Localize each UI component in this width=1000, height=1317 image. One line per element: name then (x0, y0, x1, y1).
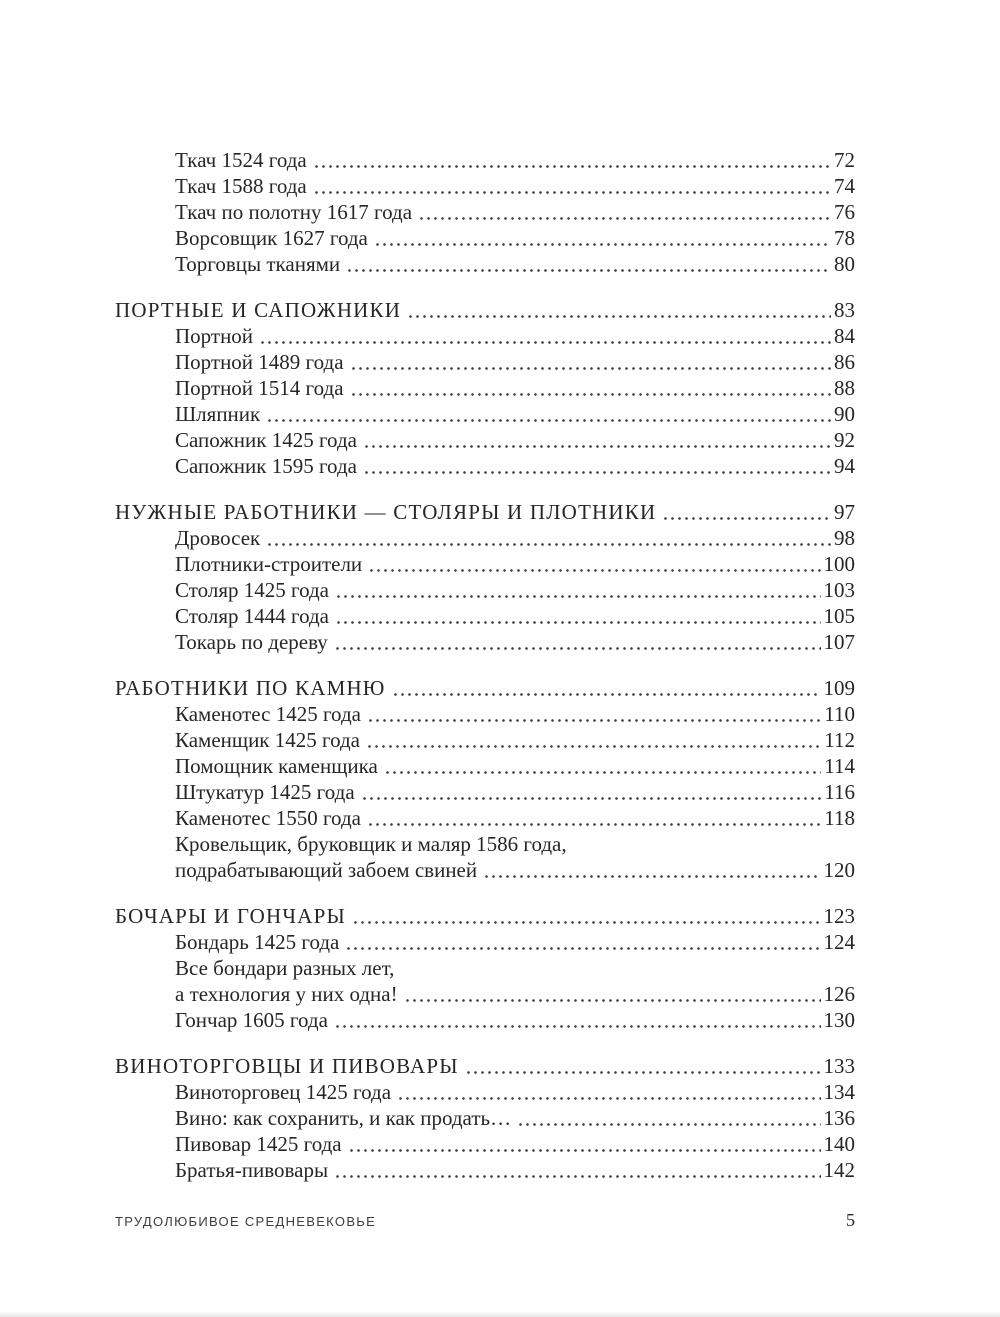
toc-section-page: 109 (823, 676, 855, 700)
dot-leader (334, 646, 821, 651)
toc-entry-page: 107 (823, 630, 855, 654)
toc-entry-title: Сапожник 1595 года (175, 454, 357, 478)
toc-entry-title: Дровосек (175, 526, 261, 550)
toc-entry-title: Виноторговец 1425 года (175, 1080, 392, 1104)
dot-leader (368, 568, 820, 573)
toc-entry (115, 225, 855, 251)
toc-group-leading (115, 147, 855, 277)
toc-entry-title: Гончар 1605 года (175, 1008, 328, 1032)
toc-entry-line-2 (115, 981, 855, 1007)
toc-entry-title: Портной 1514 года (175, 376, 344, 400)
dot-leader (346, 268, 831, 273)
toc-section (115, 903, 855, 1033)
toc-entry-line-1 (115, 831, 855, 857)
toc-entry (115, 173, 855, 199)
toc-entry-page: 76 (834, 200, 855, 224)
toc-entry-title: а технология у них одна! (175, 982, 398, 1006)
toc-entry-title: Ткач 1524 года (175, 148, 307, 172)
dot-leader (350, 392, 831, 397)
toc-entry-title: Братья-пивовары (175, 1158, 329, 1182)
toc-entry (115, 427, 855, 453)
toc-entry (115, 805, 855, 831)
toc-section-title: ВИНОТОРГОВЦЫ И ПИВОВАРЫ (115, 1054, 459, 1078)
dot-leader (392, 692, 821, 697)
toc-entry-page: 130 (823, 1008, 855, 1032)
toc-entry-page: 112 (824, 728, 855, 752)
toc-entry-title: Помощник каменщика (175, 754, 378, 778)
toc-entry-page: 94 (834, 454, 855, 478)
toc-entry (115, 199, 855, 225)
toc-section-page: 133 (823, 1054, 855, 1078)
toc-entry-title: Ткач по полотну 1617 года (175, 200, 413, 224)
toc-entry-page: 92 (834, 428, 855, 452)
toc-entry-title: Столяр 1425 года (175, 578, 329, 602)
toc-entry-page: 78 (834, 226, 855, 250)
dot-leader (662, 516, 831, 521)
toc-entry (115, 577, 855, 603)
toc-entry-title: Штукатур 1425 года (175, 780, 355, 804)
dot-leader (407, 314, 831, 319)
toc-entry-title: Ткач 1588 года (175, 174, 307, 198)
toc-section (115, 297, 855, 479)
toc-entry-page: 72 (834, 148, 855, 172)
toc-section-page: 123 (823, 904, 855, 928)
dot-leader (366, 744, 821, 749)
toc-entry (115, 401, 855, 427)
toc-entry-page: 120 (823, 858, 855, 882)
toc-entry (115, 1079, 855, 1105)
toc-entry-title: Торговцы тканями (175, 252, 341, 276)
toc-entry (115, 603, 855, 629)
toc-entry-title: Токарь по дереву (175, 630, 328, 654)
dot-leader (418, 216, 831, 221)
toc-entry (115, 1105, 855, 1131)
toc-entry-title: подрабатывающий забоем свиней (175, 858, 478, 882)
toc-section-page: 83 (834, 298, 855, 322)
toc-entry (115, 147, 855, 173)
dot-leader (363, 444, 831, 449)
toc-entry-page: 88 (834, 376, 855, 400)
toc-entry-page: 80 (834, 252, 855, 276)
toc-entry-title: Бондарь 1425 года (175, 930, 340, 954)
toc-entry-page: 142 (823, 1158, 855, 1182)
toc-entry-page: 134 (823, 1080, 855, 1104)
dot-leader (335, 594, 821, 599)
toc-entry (115, 701, 855, 727)
toc-entry (115, 375, 855, 401)
toc-entry-page: 114 (824, 754, 855, 778)
toc-entry-title: Плотники-строители (175, 552, 363, 576)
toc-section (115, 499, 855, 655)
dot-leader (266, 418, 831, 423)
running-title: ТРУДОЛЮБИВОЕ СРЕДНЕВЕКОВЬЕ (115, 1214, 377, 1229)
toc-entry (115, 251, 855, 277)
page-footer (115, 1210, 855, 1231)
dot-leader (465, 1070, 821, 1075)
toc-entry (115, 551, 855, 577)
toc-entry-page: 116 (824, 780, 855, 804)
toc-entry-title: Столяр 1444 года (175, 604, 329, 628)
toc-section (115, 1053, 855, 1183)
toc-entry (115, 453, 855, 479)
toc-entry-page: 136 (823, 1106, 855, 1130)
toc-section-heading (115, 499, 855, 525)
toc-entry-page: 74 (834, 174, 855, 198)
toc-entry (115, 1007, 855, 1033)
dot-leader (397, 1096, 820, 1101)
toc-entry-title: Каменотес 1425 года (175, 702, 361, 726)
dot-leader (335, 620, 821, 625)
toc-entry-line-2 (115, 857, 855, 883)
dot-leader (348, 1148, 821, 1153)
toc-section (115, 675, 855, 883)
toc-entry-page: 110 (824, 702, 855, 726)
toc-entry-page: 90 (834, 402, 855, 426)
toc-entry (115, 629, 855, 655)
toc-entry-title: Сапожник 1425 года (175, 428, 357, 452)
dot-leader (517, 1122, 820, 1127)
toc-entry-page: 140 (823, 1132, 855, 1156)
toc-entry (115, 1157, 855, 1183)
dot-leader (367, 718, 821, 723)
toc-entry-title: Все бондари разных лет, (175, 956, 395, 980)
toc-section-title: РАБОТНИКИ ПО КАМНЮ (115, 676, 386, 700)
page-number: 5 (846, 1210, 855, 1230)
toc-entry-page: 124 (823, 930, 855, 954)
toc-entry (115, 727, 855, 753)
toc-entry-line-1 (115, 955, 855, 981)
toc-section-heading (115, 675, 855, 701)
dot-leader (334, 1174, 820, 1179)
toc-entry-page: 103 (823, 578, 855, 602)
dot-leader (367, 822, 821, 827)
toc-entry-page: 105 (823, 604, 855, 628)
toc-entry (115, 753, 855, 779)
toc-entry-page: 100 (823, 552, 855, 576)
dot-leader (404, 998, 821, 1003)
dot-leader (363, 470, 831, 475)
dot-leader (361, 796, 822, 801)
dot-leader (483, 874, 820, 879)
toc-entry (115, 349, 855, 375)
dot-leader (345, 946, 820, 951)
toc-section-title: БОЧАРЫ И ГОНЧАРЫ (115, 904, 346, 928)
toc-entry-title: Пивовар 1425 года (175, 1132, 342, 1156)
dot-leader (350, 366, 831, 371)
toc-section-title: НУЖНЫЕ РАБОТНИКИ — СТОЛЯРЫ И ПЛОТНИКИ (115, 500, 657, 524)
toc-entry-title: Вино: как сохранить, и как продать… (175, 1106, 512, 1130)
toc-entry (115, 1131, 855, 1157)
dot-leader (313, 190, 831, 195)
toc-entry-title: Портной 1489 года (175, 350, 344, 374)
dot-leader (334, 1024, 821, 1029)
toc-section-page: 97 (834, 500, 855, 524)
dot-leader (384, 770, 821, 775)
toc-entry-title: Каменщик 1425 года (175, 728, 361, 752)
toc-entry-title: Каменотес 1550 года (175, 806, 361, 830)
toc-section-title: ПОРТНЫЕ И САПОЖНИКИ (115, 298, 402, 322)
toc-entry (115, 929, 855, 955)
dot-leader (266, 542, 831, 547)
toc-entry (115, 525, 855, 551)
dot-leader (259, 340, 831, 345)
toc-entry (115, 323, 855, 349)
toc-section-heading (115, 297, 855, 323)
dot-leader (374, 242, 831, 247)
toc-entry-page: 98 (834, 526, 855, 550)
toc-entry-page: 86 (834, 350, 855, 374)
dot-leader (352, 920, 821, 925)
toc-entry-title: Портной (175, 324, 254, 348)
toc-section-heading (115, 903, 855, 929)
toc-entry-page: 126 (823, 982, 855, 1006)
toc-entry (115, 779, 855, 805)
toc-section-heading (115, 1053, 855, 1079)
toc-entry-page: 84 (834, 324, 855, 348)
table-of-contents (115, 147, 855, 1183)
dot-leader (313, 164, 831, 169)
toc-entry-page: 118 (824, 806, 855, 830)
toc-entry-title: Ворсовщик 1627 года (175, 226, 368, 250)
toc-entry-title: Шляпник (175, 402, 261, 426)
toc-entry-title: Кровельщик, бруковщик и маляр 1586 года, (175, 832, 567, 856)
